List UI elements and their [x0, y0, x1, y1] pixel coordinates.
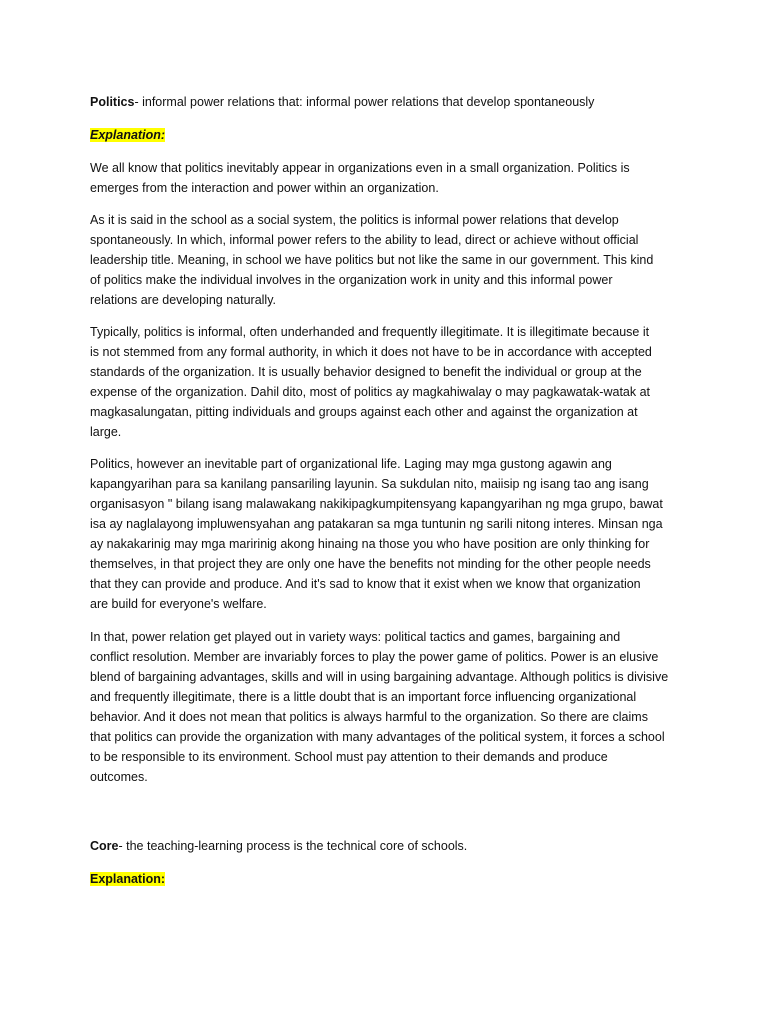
paragraph-line: behavior. And it does not mean that politics is always harmful to the organization. So there are claims	[90, 710, 648, 724]
politics-definition-text: - informal power relations that: informal power relations that develop spontaneously	[134, 95, 595, 109]
paragraph-line: expense of the organization. Dahil dito, most of politics ay magkahiwalay o may pagkawatak-watak at	[90, 385, 651, 399]
paragraph-line: magkasalungatan, pitting individuals and groups against each other and against the organization at	[90, 405, 638, 419]
paragraph-line: As it is said in the school as a social system, the politics is informal power relations that develop	[90, 213, 619, 227]
paragraph-line: In that, power relation get played out in variety ways: political tactics and games, bargaining and	[90, 630, 621, 644]
paragraph-2	[90, 210, 653, 310]
paragraph-line: is not stemmed from any formal authority, in which it does not have to be in accordance with accepted	[90, 345, 652, 359]
paragraph-line: leadership title. Meaning, in school we have politics but not like the same in our government. This kind	[90, 253, 654, 267]
paragraph-line: We all know that politics inevitably appear in organizations even in a small organization. Politics is	[90, 161, 630, 175]
explanation-highlight: Explanation:	[90, 872, 166, 886]
paragraph-line: standards of the organization. It is usually behavior designed to benefit the individual or group at the	[90, 365, 642, 379]
core-term: Core	[90, 839, 119, 853]
paragraph-line: relations are developing naturally.	[90, 293, 276, 307]
paragraph-line: of politics make the individual involves in the organization work in unity and this informal power	[90, 273, 613, 287]
paragraph-line: that they can provide and produce. And it's sad to know that it exist when we know that organization	[90, 577, 641, 591]
politics-definition	[90, 92, 594, 112]
paragraph-line: large.	[90, 425, 122, 439]
paragraph-line: Politics, however an inevitable part of organizational life. Laging may mga gustong agawin ang	[90, 457, 612, 471]
paragraph-line: ay nakakarinig may mga maririnig akong hinaing na those you who have position are only thinking for	[90, 537, 650, 551]
core-definition	[90, 836, 467, 856]
paragraph-line: organisasyon " bilang isang malawakang nakikipagkumpitensyang kapangyarihan ng mga grupo, bawat	[90, 497, 663, 511]
paragraph-line: themselves, in that project they are only one have the benefits not minding for the other people needs	[90, 557, 651, 571]
paragraph-line: that politics can provide the organization with many advantages of the political system, it forces a school	[90, 730, 665, 744]
paragraph-line: kapangyarihan para sa kanilang pansariling layunin. Sa sukdulan nito, maiisip ng isang tao ang isang	[90, 477, 649, 491]
paragraph-5	[90, 627, 668, 787]
paragraph-3	[90, 322, 652, 442]
paragraph-line: and frequently illegitimate, there is a little doubt that is an important force influencing organizational	[90, 690, 637, 704]
paragraph-1	[90, 158, 630, 198]
paragraph-line: outcomes.	[90, 770, 148, 784]
politics-term: Politics	[90, 95, 135, 109]
paragraph-line: to be responsible to its environment. School must pay attention to their demands and produce	[90, 750, 608, 764]
paragraph-line: Typically, politics is informal, often underhanded and frequently illegitimate. It is illegitimate because it	[90, 325, 650, 339]
paragraph-line: spontaneously. In which, informal power refers to the ability to lead, direct or achieve without official	[90, 233, 639, 247]
paragraph-4	[90, 454, 663, 614]
core-explanation-label	[90, 869, 165, 889]
paragraph-line: conflict resolution. Member are invariably forces to play the power game of politics. Power is an elusive	[90, 650, 659, 664]
core-definition-text: - the teaching-learning process is the technical core of schools.	[118, 839, 468, 853]
paragraph-line: are build for everyone's welfare.	[90, 597, 267, 611]
politics-explanation-label	[90, 125, 165, 145]
explanation-highlight: Explanation:	[90, 128, 166, 142]
paragraph-line: isa ay naglalayong impluwensyahan ang patakaran sa mga tuntunin ng sarili nitong interes. Minsan nga	[90, 517, 663, 531]
paragraph-line: blend of bargaining advantages, skills and will in using bargaining advantage. Although politics is divisive	[90, 670, 669, 684]
paragraph-line: emerges from the interaction and power within an organization.	[90, 181, 439, 195]
